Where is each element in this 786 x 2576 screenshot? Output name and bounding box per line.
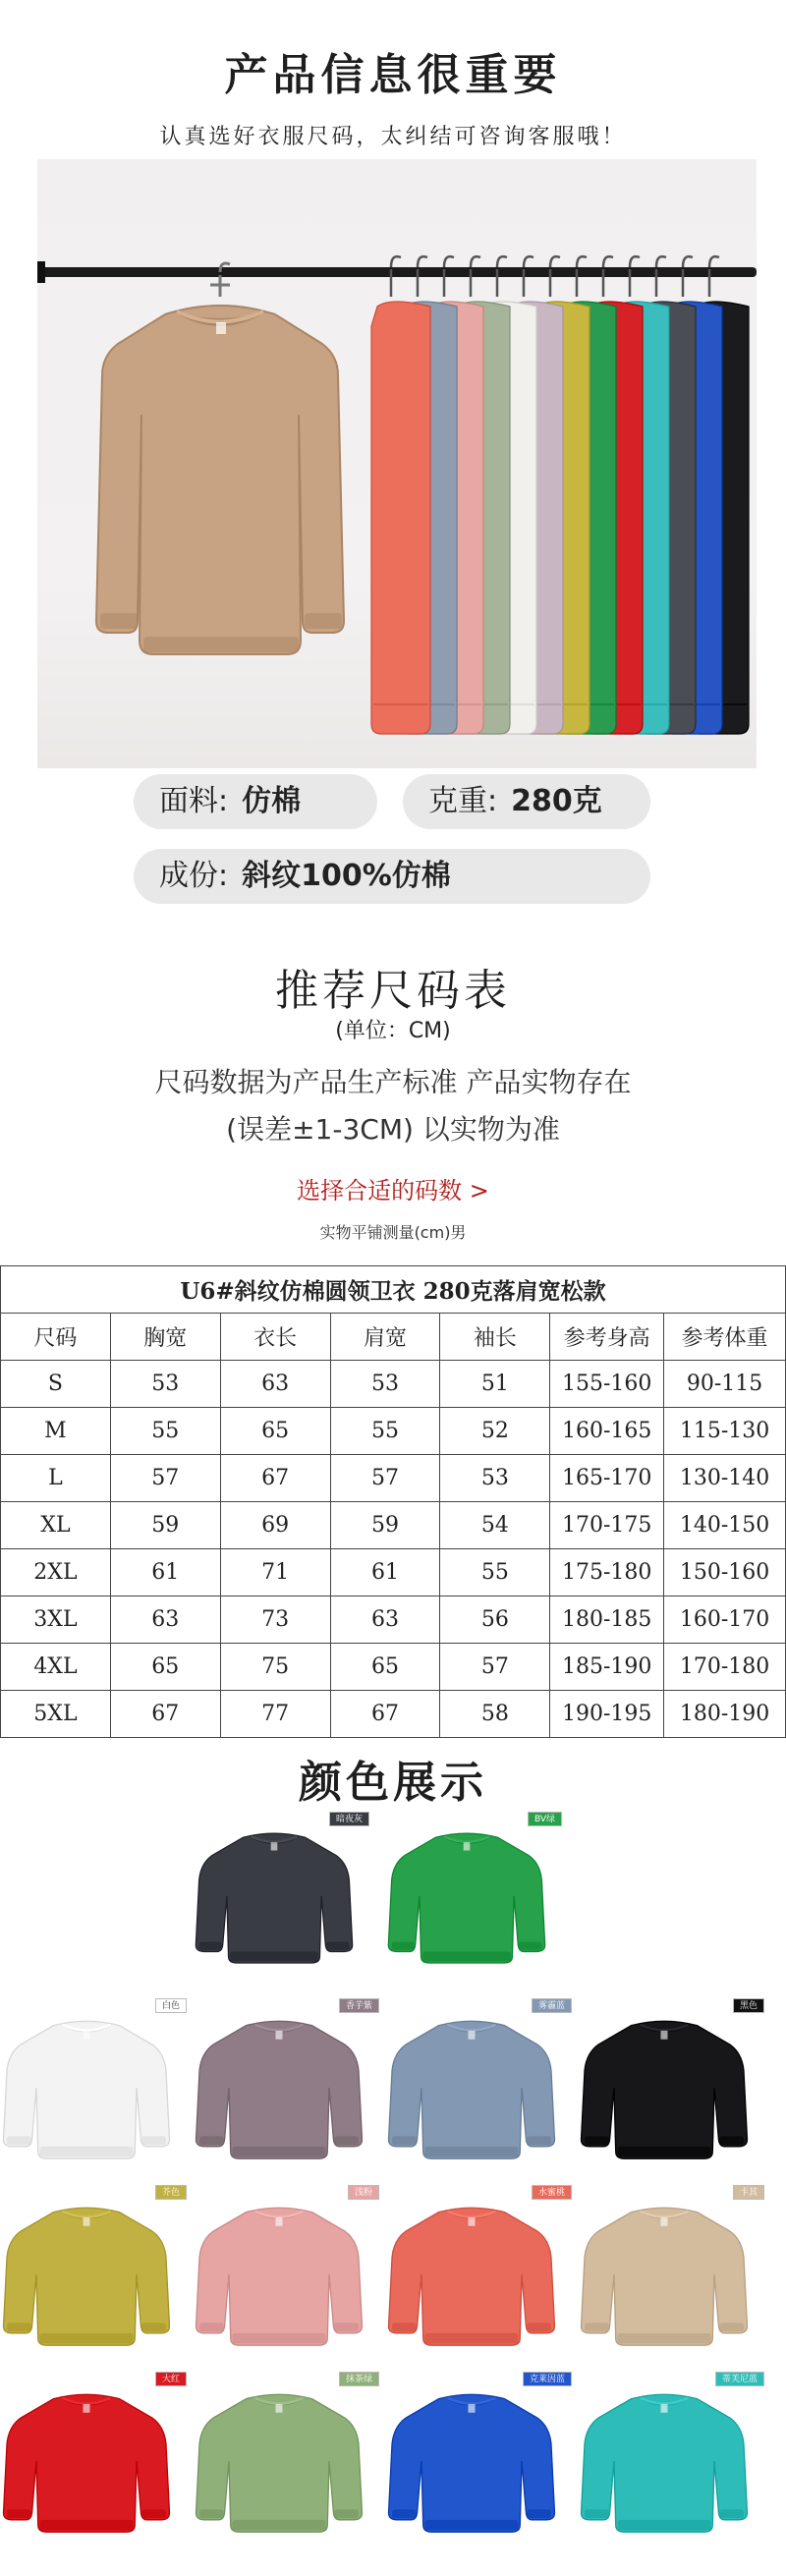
table-cell: 140-150 xyxy=(664,1502,786,1549)
color-swatch[interactable] xyxy=(385,1815,562,1985)
color-swatch[interactable] xyxy=(0,2001,187,2181)
color-swatch-label: 雾霾蓝 xyxy=(532,1998,572,2013)
size-table-header-cell: 参考体重 xyxy=(664,1314,786,1361)
table-cell: 165-170 xyxy=(550,1455,664,1502)
table-row xyxy=(1,1455,786,1502)
size-table-header-cell: 尺码 xyxy=(1,1314,111,1361)
composition-spec-pill xyxy=(134,849,650,904)
size-table xyxy=(0,1265,786,1738)
color-swatch[interactable] xyxy=(0,2188,187,2368)
table-cell: 57 xyxy=(440,1644,550,1691)
composition-label: 成份: xyxy=(159,859,229,893)
table-row xyxy=(1,1549,786,1596)
table-row xyxy=(1,1596,786,1644)
table-cell: 185-190 xyxy=(550,1644,664,1691)
color-swatch[interactable] xyxy=(578,2375,764,2554)
size-table-header-cell: 衣长 xyxy=(220,1314,330,1361)
table-cell: 190-195 xyxy=(550,1691,664,1738)
size-note-line2: (误差±1-3CM) 以实物为准 xyxy=(226,1113,560,1146)
table-cell: 54 xyxy=(440,1502,550,1549)
table-cell: 115-130 xyxy=(664,1408,786,1455)
choose-size-link[interactable]: 选择合适的码数 > xyxy=(297,1177,489,1204)
size-table-caption: U6#斜纹仿棉圆领卫衣 280克落肩宽松款 xyxy=(1,1266,786,1314)
table-cell: 3XL xyxy=(1,1596,111,1644)
table-cell: 69 xyxy=(220,1502,330,1549)
table-cell: XL xyxy=(1,1502,111,1549)
hanging-sweatshirt xyxy=(371,256,430,734)
color-swatch[interactable] xyxy=(0,2375,187,2554)
fabric-spec-pill xyxy=(134,774,377,829)
color-swatch-label: 水蜜桃 xyxy=(532,2185,572,2200)
table-cell: 4XL xyxy=(1,1644,111,1691)
color-section-title: 颜色展示 xyxy=(299,1758,487,1808)
table-cell: M xyxy=(1,1408,111,1455)
color-swatch[interactable] xyxy=(193,1815,369,1985)
table-cell: 65 xyxy=(220,1408,330,1455)
size-note-line1: 尺码数据为产品生产标准 产品实物存在 xyxy=(154,1066,632,1098)
weight-label: 克重: xyxy=(428,784,498,818)
table-cell: S xyxy=(1,1361,111,1408)
hanging-sweatshirts-illustration xyxy=(37,159,757,768)
table-cell: 53 xyxy=(440,1455,550,1502)
color-swatch-label: 浅粉 xyxy=(348,2185,379,2200)
color-swatch-label: 白色 xyxy=(155,1998,187,2013)
composition-value: 斜纹100%仿棉 xyxy=(242,859,451,893)
table-cell: 58 xyxy=(440,1691,550,1738)
table-cell: 155-160 xyxy=(550,1361,664,1408)
table-row xyxy=(1,1502,786,1549)
color-swatch-label: 芥色 xyxy=(155,2185,187,2200)
color-swatch-label: 卡其 xyxy=(733,2185,764,2200)
color-swatch-label: 暗夜灰 xyxy=(329,1812,369,1826)
table-cell: 170-175 xyxy=(550,1502,664,1549)
color-swatch-label: 克莱因蓝 xyxy=(523,2372,572,2386)
measure-note: 实物平铺测量(cm)男 xyxy=(319,1223,467,1242)
table-cell: 160-165 xyxy=(550,1408,664,1455)
table-cell: 160-170 xyxy=(664,1596,786,1644)
table-cell: 180-185 xyxy=(550,1596,664,1644)
front-sweatshirt xyxy=(96,263,344,654)
table-cell: 59 xyxy=(330,1502,440,1549)
table-cell: 63 xyxy=(110,1596,220,1644)
size-table-header-row xyxy=(1,1314,786,1361)
table-cell: 67 xyxy=(330,1691,440,1738)
table-cell: 55 xyxy=(330,1408,440,1455)
color-swatch-label: 香芋紫 xyxy=(339,1998,379,2013)
table-cell: 52 xyxy=(440,1408,550,1455)
table-cell: 65 xyxy=(330,1644,440,1691)
color-swatch[interactable] xyxy=(578,2188,764,2368)
table-cell: 55 xyxy=(110,1408,220,1455)
table-cell: 57 xyxy=(330,1455,440,1502)
table-cell: 67 xyxy=(110,1691,220,1738)
color-swatch[interactable] xyxy=(385,2375,572,2554)
table-cell: 53 xyxy=(330,1361,440,1408)
table-cell: 55 xyxy=(440,1549,550,1596)
fabric-label: 面料: xyxy=(159,784,229,818)
table-row xyxy=(1,1691,786,1738)
color-swatch[interactable] xyxy=(193,2001,379,2181)
size-chart-title: 推荐尺码表 xyxy=(275,966,511,1016)
color-swatch[interactable] xyxy=(193,2188,379,2368)
color-swatch-label: 蒂芙尼蓝 xyxy=(715,2372,764,2386)
size-table-header-cell: 胸宽 xyxy=(110,1314,220,1361)
table-row xyxy=(1,1408,786,1455)
color-swatch-label: 抹茶绿 xyxy=(339,2372,379,2386)
color-swatch[interactable] xyxy=(385,2188,572,2368)
size-table-header-cell: 参考身高 xyxy=(550,1314,664,1361)
table-cell: 170-180 xyxy=(664,1644,786,1691)
table-row xyxy=(1,1644,786,1691)
table-cell: 59 xyxy=(110,1502,220,1549)
size-chart-unit: (单位：CM) xyxy=(335,1019,451,1043)
table-cell: 53 xyxy=(110,1361,220,1408)
table-cell: 90-115 xyxy=(664,1361,786,1408)
table-cell: 63 xyxy=(330,1596,440,1644)
table-cell: 67 xyxy=(220,1455,330,1502)
table-cell: 65 xyxy=(110,1644,220,1691)
size-table-header-cell: 肩宽 xyxy=(330,1314,440,1361)
page-subtitle: 认真选好衣服尺码，太纠结可咨询客服哦！ xyxy=(159,125,627,149)
table-cell: 150-160 xyxy=(664,1549,786,1596)
table-cell: 130-140 xyxy=(664,1455,786,1502)
fabric-value: 仿棉 xyxy=(242,784,302,818)
color-swatch-label: 大红 xyxy=(155,2372,187,2386)
weight-value: 280克 xyxy=(511,784,602,818)
color-swatch[interactable] xyxy=(193,2375,379,2554)
weight-spec-pill xyxy=(403,774,650,829)
page-title: 产品信息很重要 xyxy=(224,50,562,100)
table-cell: 5XL xyxy=(1,1691,111,1738)
table-cell: 71 xyxy=(220,1549,330,1596)
table-cell: 73 xyxy=(220,1596,330,1644)
hero-product-photo xyxy=(37,159,757,768)
table-cell: 77 xyxy=(220,1691,330,1738)
color-swatch-label: 黑色 xyxy=(733,1998,764,2013)
color-swatch[interactable] xyxy=(385,2001,572,2181)
table-row xyxy=(1,1361,786,1408)
table-cell: 75 xyxy=(220,1644,330,1691)
table-cell: 180-190 xyxy=(664,1691,786,1738)
table-cell: 61 xyxy=(330,1549,440,1596)
table-cell: 51 xyxy=(440,1361,550,1408)
table-cell: 61 xyxy=(110,1549,220,1596)
color-swatch-label: BV绿 xyxy=(528,1812,562,1826)
table-cell: L xyxy=(1,1455,111,1502)
table-cell: 175-180 xyxy=(550,1549,664,1596)
color-swatch[interactable] xyxy=(578,2001,764,2181)
table-cell: 63 xyxy=(220,1361,330,1408)
table-cell: 2XL xyxy=(1,1549,111,1596)
table-cell: 56 xyxy=(440,1596,550,1644)
table-cell: 57 xyxy=(110,1455,220,1502)
size-table-header-cell: 袖长 xyxy=(440,1314,550,1361)
